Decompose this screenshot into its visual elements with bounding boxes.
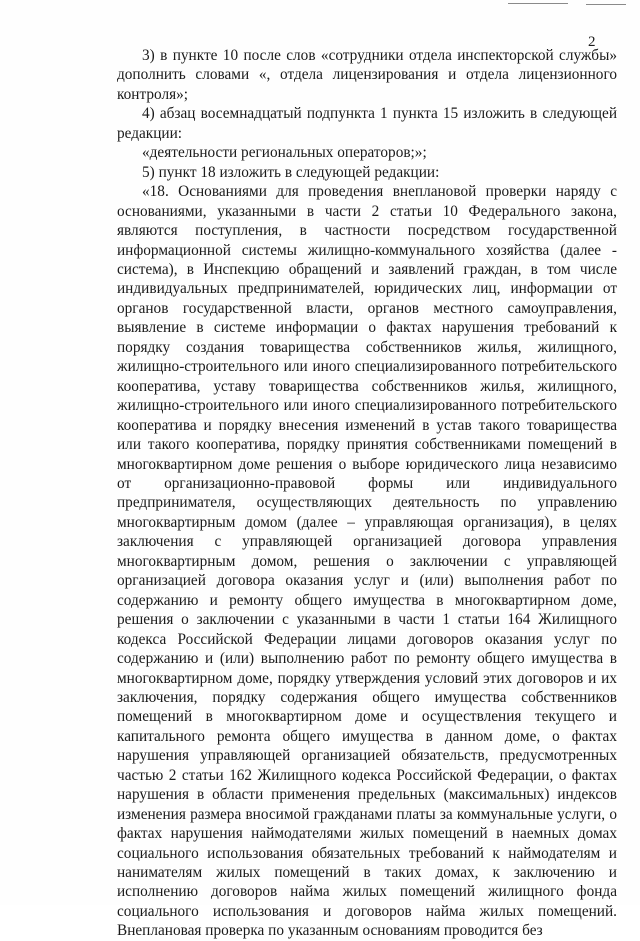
document-body <box>117 46 617 941</box>
scan-artifact <box>586 4 626 5</box>
paragraph-point-18: «18. Основаниями для проведения внеплановой проверки наряду с основаниями, указанными в части 2 статьи 10 Федерального закона, являются поступления, в частности посредством государственной информационной системы жилищно-коммунального хозяйства (далее - система), в Инспекцию обращений и заявлений граждан, в том числе индивидуальных предпринимателей, юридических лиц, информации от органов государственной власти, органов местного самоуправления, выявление в системе информации о фактах нарушения требований к порядку создания товарищества собственников жилья, жилищного, жилищно-строительного или иного специализированного потребительского кооператива, уставу товарищества собственников жилья, жилищного, жилищно-строительного или иного специализированного потребительского кооператива и порядку внесения изменений в устав такого товарищества или такого кооператива, порядку принятия собственниками помещений в многоквартирном доме решения о выборе юридического лица независимо от организационно-правовой формы или индивидуального предпринимателя, осуществляющих деятельность по управлению многоквартирным домом (далее – управляющая организация), в целях заключения с управляющей организацией договора управления многоквартирным домом, решения о заключении с управляющей организацией договора оказания услуг и (или) выполнения работ по содержанию и ремонту общего имущества в многоквартирном доме, решения о заключении с указанными в части 1 статьи 164 Жилищного кодекса Российской Федерации лицами договоров оказания услуг по содержанию и (или) выполнению работ по ремонту общего имущества в многоквартирном доме, порядку утверждения условий этих договоров и их заключения, порядку содержания общего имущества собственников помещений в многоквартирном доме и осуществления текущего и капитального ремонта общего имущества в данном доме, о фактах нарушения управляющей организацией обязательств, предусмотренных частью 2 статьи 162 Жилищного кодекса Российской Федерации, о фактах нарушения в области применения предельных (максимальных) индексов изменения размера вносимой гражданами платы за коммунальные услуги, о фактах нарушения наймодателями жилых помещений в наемных домах социального использования обязательных требований к наймодателям и нанимателям жилых помещений в таких домах, к заключению и исполнению договоров найма жилых помещений жилищного фонда социального использования и договоров найма жилых помещений. Внеплановая проверка по указанным основаниям проводится без <box>117 183 617 940</box>
scan-artifact <box>508 3 568 4</box>
paragraph-item-3: 3) в пункте 10 после слов «сотрудники отдела инспекторской службы» дополнить словами «, отдела лицензирования и отдела лицензионного контроля»; <box>117 47 617 103</box>
paragraph-item-4: 4) абзац восемнадцатый подпункта 1 пункта 15 изложить в следующей редакции: <box>117 105 617 142</box>
page-number: 2 <box>588 34 596 50</box>
paragraph-quote-4: «деятельности региональных операторов;»; <box>142 144 427 162</box>
paragraph-item-5: 5) пункт 18 изложить в следующей редакции: <box>142 163 440 181</box>
